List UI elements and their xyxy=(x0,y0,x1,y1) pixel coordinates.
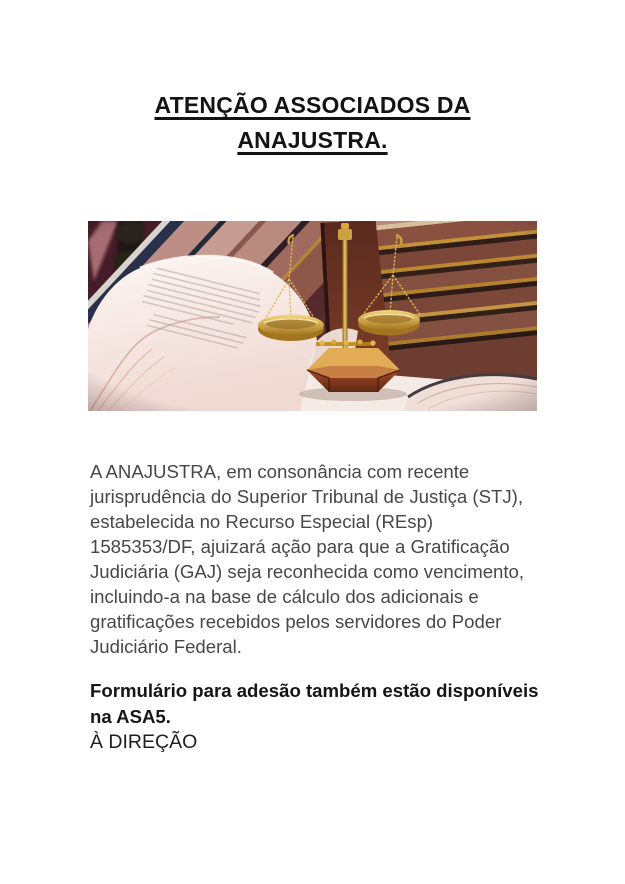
body-line: gratificações recebidos pelos servidores do Poder xyxy=(90,611,502,632)
notice-line: na ASA5. xyxy=(90,705,171,727)
body-line: A ANAJUSTRA, em consonância com recente xyxy=(90,461,470,482)
body-paragraph xyxy=(90,459,570,659)
body-line: Judiciária (GAJ) seja reconhecida como vencimento, xyxy=(90,561,525,582)
body-line: incluindo-a na base de cálculo dos adicionais e xyxy=(90,586,479,607)
page-title xyxy=(0,88,625,158)
signature-line: À DIREÇÃO xyxy=(90,731,198,753)
scales-of-justice-photo xyxy=(88,221,537,411)
photo-vignette xyxy=(88,221,537,411)
notice-line: Formulário para adesão também estão disponíveis xyxy=(90,680,539,701)
body-line: Judiciário Federal. xyxy=(90,636,242,657)
body-line: 1585353/DF, ajuizará ação para que a Gratificação xyxy=(90,536,510,557)
page-title-line2: ANAJUSTRA. xyxy=(237,127,388,154)
body-line: jurisprudência do Superior Tribunal de Justiça (STJ), xyxy=(90,486,524,507)
notice-paragraph xyxy=(90,678,570,729)
body-line: estabelecida no Recurso Especial (REsp) xyxy=(90,511,434,532)
page-title-line1: ATENÇÃO ASSOCIADOS DA xyxy=(154,92,471,119)
scales-of-justice-illustration xyxy=(88,221,537,411)
